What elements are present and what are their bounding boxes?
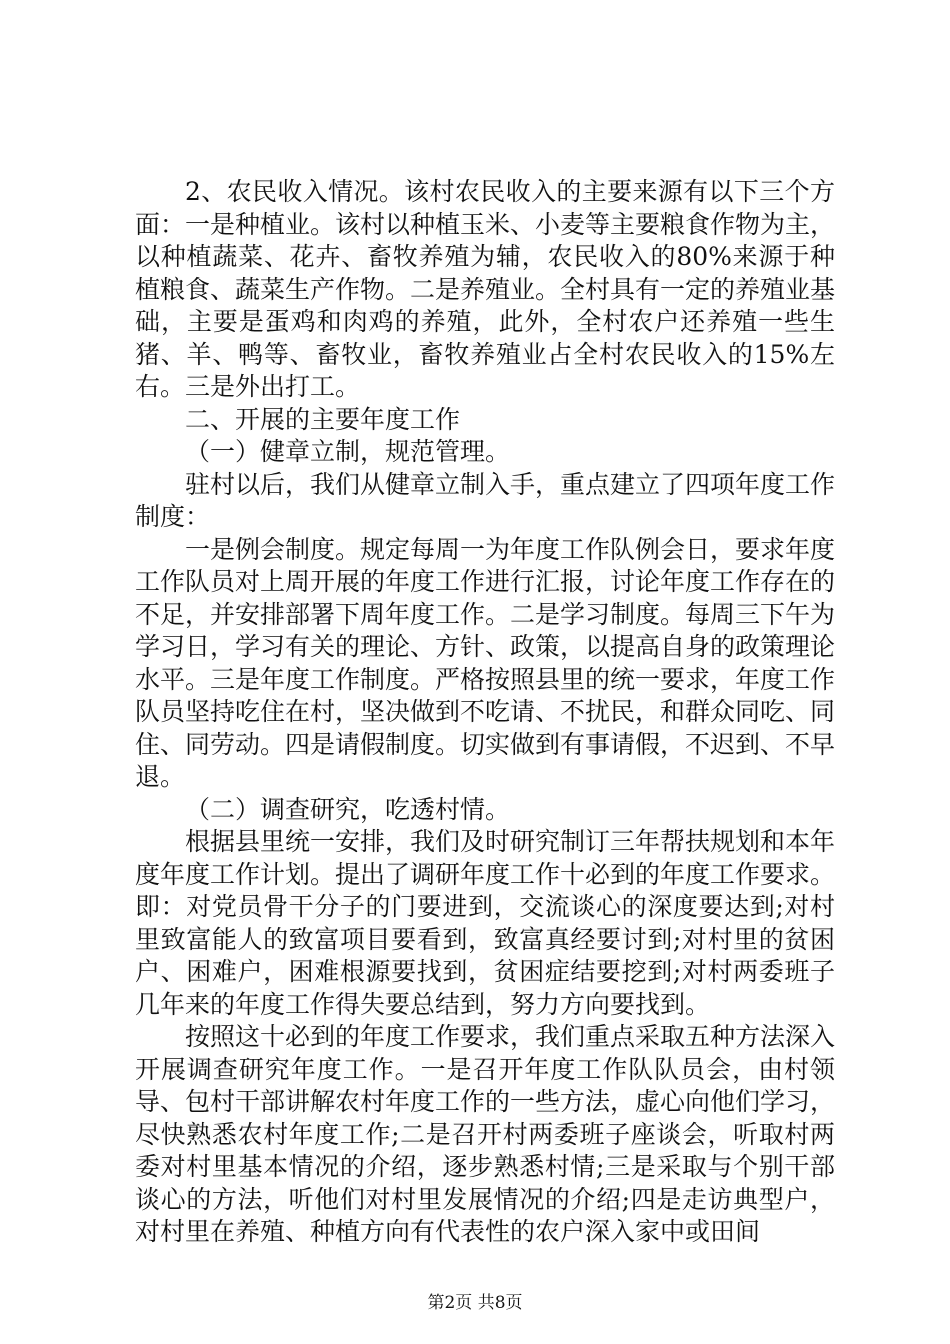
paragraph-income: 2、农民收入情况。该村农民收入的主要来源有以下三个方面：一是种植业。该村以种植玉米、小麦等主要粮食作物为主，以种植蔬菜、花卉、畜牧养殖为辅，农民收入的80%来源于种植粮食、蔬菜生产作物。二是养殖业。全村具有一定的养殖业基础，主要是蛋鸡和肉鸡的养殖，此外，全村农户还养殖一些生猪、羊、鸭等、畜牧业，畜牧养殖业占全村农民收入的15%左右。三是外出打工。: [135, 177, 836, 401]
paragraph-rules-intro: 驻村以后，我们从健章立制入手，重点建立了四项年度工作制度：: [135, 469, 836, 531]
paragraph-research-methods: 按照这十必到的年度工作要求，我们重点采取五种方法深入开展调查研究年度工作。一是召开年度工作队队员会，由村领导、包村干部讲解农村年度工作的一些方法，虚心向他们学习，尽快熟悉农村年度工作;二是召开村两委班子座谈会，听取村两委对村里基本情况的介绍，逐步熟悉村情;三是采取与个别干部谈心的方法，听他们对村里发展情况的介绍;四是走访典型户，对村里在养殖、种植方向有代表性的农户深入家中或田间: [135, 1022, 836, 1246]
subsection-heading-rules: （一）健章立制，规范管理。: [185, 437, 511, 466]
document-body: [135, 176, 835, 1249]
subsection-heading-research: （二）调查研究，吃透村情。: [185, 794, 511, 824]
paragraph-research-plan: 根据县里统一安排，我们及时研究制订三年帮扶规划和本年度年度工作计划。提出了调研年度工作十必到的年度工作要求。即：对党员骨干分子的门要进到，交流谈心的深度要达到;对村里致富能人的致富项目要看到，致富真经要讨到;对村里的贫困户、困难户，困难根源要找到，贫困症结要挖到;对村两委班子几年来的年度工作得失要总结到，努力方向要找到。: [135, 827, 836, 1019]
page-number-label: 第2页 共8页: [427, 1293, 523, 1313]
page-footer: [0, 1292, 950, 1314]
paragraph-rules-detail: 一是例会制度。规定每周一为年度工作队例会日，要求年度工作队员对上周开展的年度工作进行汇报，讨论年度工作存在的不足，并安排部署下周年度工作。二是学习制度。每周三下午为学习日，学习有关的理论、方针、政策，以提高自身的政策理论水平。三是年度工作制度。严格按照县里的统一要求，年度工作队员坚持吃住在村，坚决做到不吃请、不扰民，和群众同吃、同住、同劳动。四是请假制度。切实做到有事请假，不迟到、不早退。: [135, 534, 836, 791]
section-heading-main-work: 二、开展的主要年度工作: [185, 404, 461, 434]
